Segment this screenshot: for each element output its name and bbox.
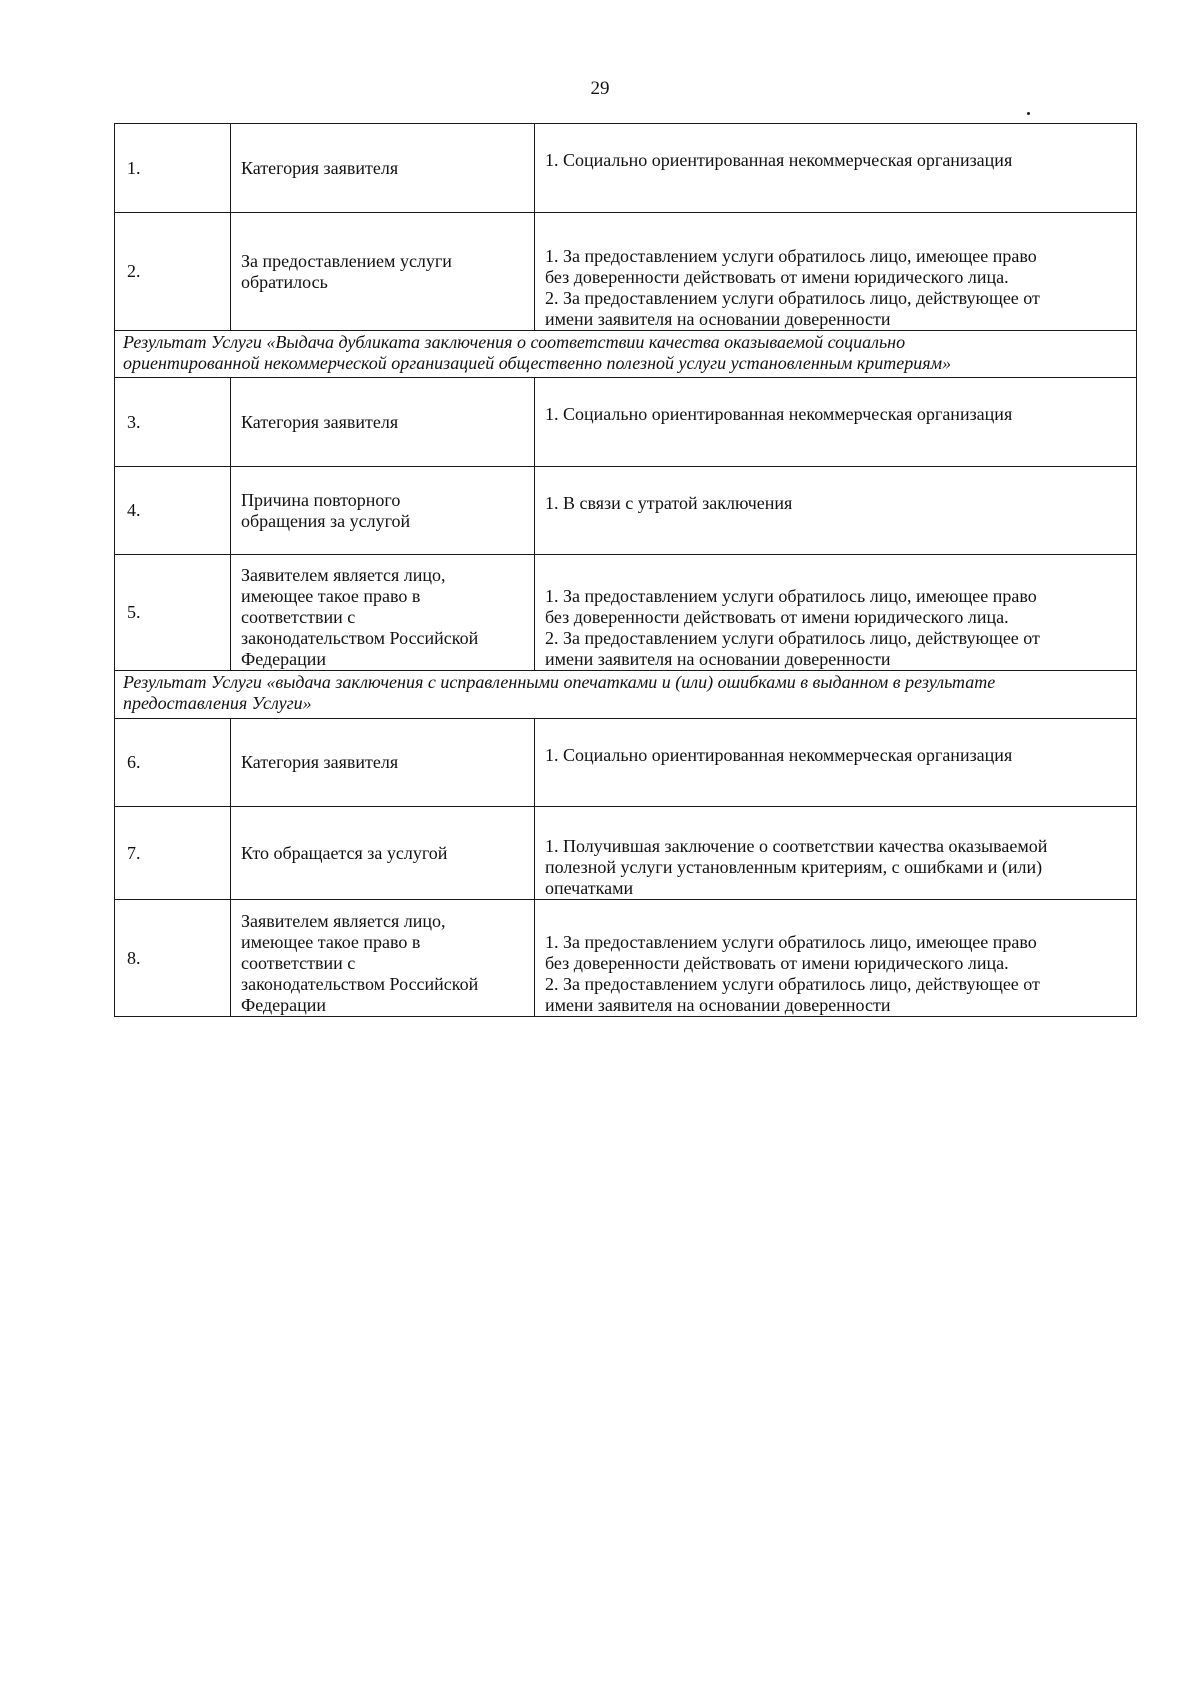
table-row bbox=[115, 378, 1137, 467]
table-row bbox=[115, 807, 1137, 900]
row-number: 3. bbox=[115, 378, 231, 467]
row-number: 5. bbox=[115, 555, 231, 671]
table-row bbox=[115, 213, 1137, 331]
section-row bbox=[115, 331, 1137, 378]
row-value: 1. Социально ориентированная некоммерческая организация bbox=[535, 124, 1137, 213]
row-label: Причина повторного обращения за услугой bbox=[231, 467, 535, 555]
row-value: 1. Получившая заключение о соответствии качества оказываемой полезной услуги установленным критериям, с ошибками и (или) опечатками bbox=[535, 807, 1137, 900]
row-number: 2. bbox=[115, 213, 231, 331]
table-row bbox=[115, 900, 1137, 1017]
row-label: Категория заявителя bbox=[231, 124, 535, 213]
section-heading: Результат Услуги «Выдача дубликата заключения о соответствии качества оказываемой социально ориентированной некоммерческой организацией общественно полезной услуги установленным критериям» bbox=[115, 331, 1137, 378]
table-row bbox=[115, 719, 1137, 807]
table-row bbox=[115, 467, 1137, 555]
section-row bbox=[115, 671, 1137, 719]
row-number: 6. bbox=[115, 719, 231, 807]
row-number: 8. bbox=[115, 900, 231, 1017]
row-number: 7. bbox=[115, 807, 231, 900]
row-value: 1. За предоставлением услуги обратилось лицо, имеющее право без доверенности действовать от имени юридического лица. 2. За предоставлением услуги обратилось лицо, действующее от имени заявителя на основании доверенности bbox=[535, 900, 1137, 1017]
row-label: За предоставлением услуги обратилось bbox=[231, 213, 535, 331]
page-number: 29 bbox=[590, 78, 610, 99]
row-number: 1. bbox=[115, 124, 231, 213]
table-row bbox=[115, 555, 1137, 671]
row-label: Категория заявителя bbox=[231, 719, 535, 807]
row-number: 4. bbox=[115, 467, 231, 555]
row-value: 1. Социально ориентированная некоммерческая организация bbox=[535, 378, 1137, 467]
row-label: Категория заявителя bbox=[231, 378, 535, 467]
scan-speck bbox=[1027, 112, 1030, 115]
section-heading: Результат Услуги «выдача заключения с исправленными опечатками и (или) ошибками в выданном в результате предоставления Услуги» bbox=[115, 671, 1137, 719]
row-value: 1. Социально ориентированная некоммерческая организация bbox=[535, 719, 1137, 807]
row-value: 1. За предоставлением услуги обратилось лицо, имеющее право без доверенности действовать от имени юридического лица. 2. За предоставлением услуги обратилось лицо, действующее от имени заявителя на основании доверенности bbox=[535, 213, 1137, 331]
row-label: Заявителем является лицо, имеющее такое право в соответствии с законодательством Российской Федерации bbox=[231, 555, 535, 671]
applicant-criteria-table bbox=[114, 123, 1137, 1017]
row-label: Заявителем является лицо, имеющее такое право в соответствии с законодательством Российской Федерации bbox=[231, 900, 535, 1017]
table-row bbox=[115, 124, 1137, 213]
row-label: Кто обращается за услугой bbox=[231, 807, 535, 900]
row-value: 1. За предоставлением услуги обратилось лицо, имеющее право без доверенности действовать от имени юридического лица. 2. За предоставлением услуги обратилось лицо, действующее от имени заявителя на основании доверенности bbox=[535, 555, 1137, 671]
row-value: 1. В связи с утратой заключения bbox=[535, 467, 1137, 555]
